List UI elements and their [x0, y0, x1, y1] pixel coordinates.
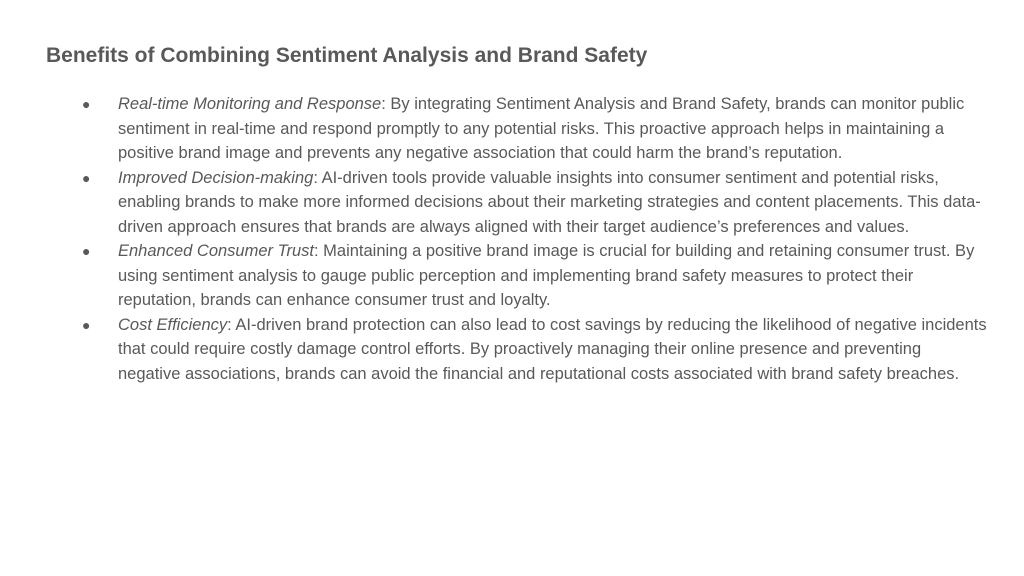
- slide-title: Benefits of Combining Sentiment Analysis and Brand Safety: [46, 44, 648, 67]
- bullet-item-cost-efficiency: [82, 313, 988, 387]
- bullet-term: Real-time Monitoring and Response: [118, 95, 382, 113]
- bullet-item-realtime-monitoring: [82, 92, 988, 166]
- bullet-item-improved-decision-making: [82, 166, 988, 240]
- bullet-dot-icon: ●: [82, 243, 91, 259]
- bullet-text: AI-driven tools provide valuable insights into consumer sentiment and potential risks, enabling brands to make more informed decisions about their marketing strategies and content placements. This data-driven approach ensures that brands are always aligned with their target audience’s preferences and values.: [118, 168, 981, 236]
- bullet-separator: :: [227, 315, 232, 334]
- bullet-separator: :: [381, 95, 386, 113]
- bullet-text: By integrating Sentiment Analysis and Brand Safety, brands can monitor public sentiment in real-time and respond promptly to any potential risks. This proactive approach helps in maintaining a positive brand image and prevents any negative association that could harm the brand’s reputation.: [118, 95, 965, 162]
- bullet-list: [82, 92, 988, 386]
- bullet-term: Improved Decision-making: [118, 168, 314, 187]
- bullet-text: Maintaining a positive brand image is crucial for building and retaining consumer trust. By using sentiment analysis to gauge public perception and implementing brand safety measures to protect their reputation, brands can enhance consumer trust and loyalty.: [118, 242, 975, 309]
- bullet-item-enhanced-consumer-trust: [82, 239, 988, 313]
- bullet-term: Enhanced Consumer Trust: [118, 242, 314, 260]
- bullet-text: AI-driven brand protection can also lead to cost savings by reducing the likelihood of negative incidents that could require costly damage control efforts. By proactively managing their online presence and preventing negative associations, brands can avoid the financial and reputational costs associated with brand safety breaches.: [118, 315, 987, 383]
- bullet-term: Cost Efficiency: [118, 315, 228, 334]
- bullet-separator: :: [313, 168, 318, 187]
- bullet-separator: :: [313, 242, 319, 260]
- bullet-dot-icon: ●: [82, 316, 91, 333]
- bullet-dot-icon: ●: [82, 169, 91, 186]
- bullet-dot-icon: ●: [82, 96, 91, 112]
